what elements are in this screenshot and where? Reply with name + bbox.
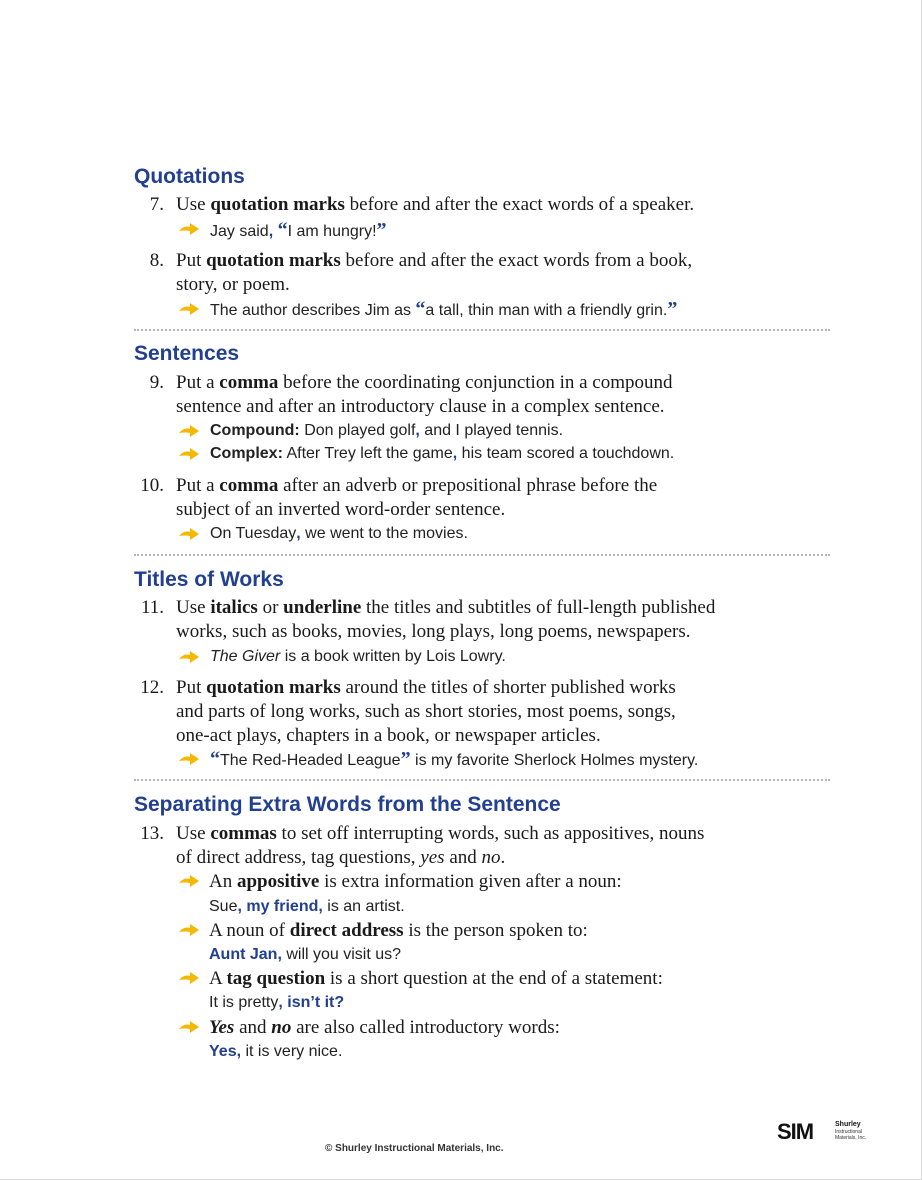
example-10: On Tuesday, we went to the movies. [210, 525, 468, 542]
dotted-divider [134, 779, 830, 781]
rule-number: 13. [140, 823, 164, 844]
rule-8-text-line2: story, or poem. [176, 274, 290, 295]
sub-rule-tag-question: A tag question is a short question at the end of a statement: [209, 968, 663, 989]
arrow-icon [178, 650, 200, 664]
arrow-icon [178, 527, 200, 541]
example-introductory: Yes, it is very nice. [209, 1043, 343, 1060]
sub-rule-introductory: Yes and no are also called introductory words: [209, 1017, 560, 1038]
rule-number: 10. [140, 475, 164, 496]
arrow-icon [178, 874, 200, 888]
example-9-complex: Complex: After Trey left the game, his team scored a touchdown. [210, 445, 675, 462]
rule-8-text: Put quotation marks before and after the exact words from a book, [176, 250, 693, 271]
rule-11-text: Use italics or underline the titles and subtitles of full-length published [176, 597, 716, 618]
section-heading-titles: Titles of Works [134, 568, 284, 591]
logo-line-2: Instructional [835, 1129, 862, 1135]
logo-line-3: Materials, Inc. [835, 1135, 867, 1141]
section-heading-separating: Separating Extra Words from the Sentence [134, 793, 561, 816]
rule-number: 9. [149, 372, 164, 393]
arrow-icon [178, 752, 200, 766]
rule-12-text: Put quotation marks around the titles of shorter published works [176, 677, 676, 698]
rule-number: 11. [140, 597, 164, 618]
example-direct-address: Aunt Jan, will you visit us? [209, 946, 402, 963]
example-7: Jay said, “I am hungry!” [210, 219, 387, 241]
section-heading-sentences: Sentences [134, 342, 240, 365]
rule-11-text-line2: works, such as books, movies, long plays, long poems, newspapers. [176, 621, 691, 642]
logo-mark: SIM [777, 1119, 814, 1144]
arrow-icon [178, 1020, 200, 1034]
rule-9-text-line2: sentence and after an introductory clause in a complex sentence. [176, 396, 665, 417]
sub-rule-direct-address: A noun of direct address is the person spoken to: [209, 920, 588, 941]
shurley-logo [777, 1118, 873, 1146]
arrow-icon [178, 302, 200, 316]
rule-13-text-line2: of direct address, tag questions, yes and no. [176, 847, 506, 868]
arrow-icon [178, 424, 200, 438]
copyright-footer: © Shurley Instructional Materials, Inc. [325, 1143, 504, 1154]
dotted-divider [134, 554, 830, 556]
example-12: “The Red-Headed League” is my favorite Sherlock Holmes mystery. [210, 748, 699, 770]
example-appositive: Sue, my friend, is an artist. [209, 898, 405, 915]
rule-7-text: Use quotation marks before and after the exact words of a speaker. [176, 194, 695, 215]
rule-13-text: Use commas to set off interrupting words, such as appositives, nouns [176, 823, 705, 844]
rule-9-text: Put a comma before the coordinating conjunction in a compound [176, 372, 673, 393]
arrow-icon [178, 447, 200, 461]
example-8: The author describes Jim as “a tall, thin man with a friendly grin.” [210, 298, 678, 320]
rule-number: 12. [140, 677, 164, 698]
rule-10-text-line2: subject of an inverted word-order sentence. [176, 499, 506, 520]
rule-10-text: Put a comma after an adverb or prepositional phrase before the [176, 475, 658, 496]
rule-number: 8. [149, 250, 164, 271]
example-11: The Giver is a book written by Lois Lowry. [210, 648, 506, 665]
dotted-divider [134, 329, 830, 331]
arrow-icon [178, 222, 200, 236]
example-tag-question: It is pretty, isn’t it? [209, 994, 345, 1011]
arrow-icon [178, 971, 200, 985]
sub-rule-appositive: An appositive is extra information given after a noun: [209, 871, 622, 892]
rule-number: 7. [149, 194, 164, 215]
example-9-compound: Compound: Don played golf, and I played tennis. [210, 422, 564, 439]
rule-12-text-line2: and parts of long works, such as short stories, most poems, songs, [176, 701, 676, 722]
logo-line-1: Shurley [835, 1121, 861, 1128]
section-heading-quotations: Quotations [134, 165, 245, 188]
arrow-icon [178, 923, 200, 937]
rule-12-text-line3: one-act plays, chapters in a book, or newspaper articles. [176, 725, 601, 746]
